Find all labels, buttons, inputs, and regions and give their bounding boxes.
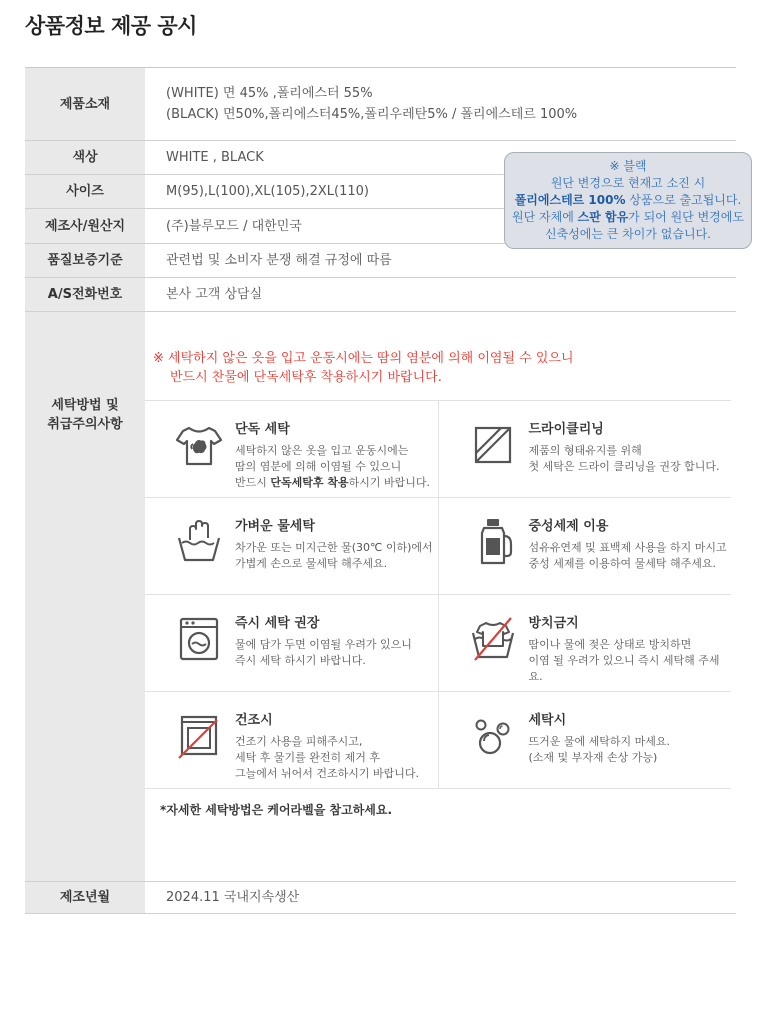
no-soaking-icon bbox=[467, 613, 519, 665]
care-item-title: 즉시 세탁 권장 bbox=[235, 616, 320, 631]
material-value bbox=[145, 68, 736, 140]
notice-line-3: 폴리에스테르 100% 상품으로 출고됩니다. bbox=[514, 193, 742, 207]
care-label-line-1: 세탁방법 및 bbox=[51, 398, 119, 413]
care-item-title: 중성세제 이용 bbox=[528, 519, 609, 534]
care-item-no-soaking bbox=[439, 595, 732, 691]
manufacture-label: 제조년월 bbox=[25, 882, 145, 913]
care-item-title: 방치금지 bbox=[528, 616, 579, 631]
care-item-desc: 세탁하지 않은 옷을 입고 운동시에는 bbox=[235, 444, 409, 457]
material-line-1: (WHITE) 면 45% ,폴리에스터 55% bbox=[166, 86, 373, 101]
care-warning bbox=[153, 349, 574, 387]
care-item-title: 가벼운 물세탁 bbox=[235, 519, 315, 534]
care-item-desc: 이염 될 우려가 있으니 즉시 세탁해 주세요. bbox=[528, 654, 720, 683]
material-line-2: (BLACK) 면50%,폴리에스터45%,폴리우레탄5% / 폴리에스테르 100% bbox=[166, 107, 578, 122]
color-value: WHITE , BLACK bbox=[166, 150, 264, 165]
care-item-desc: 세탁 후 물기를 완전히 제거 후 bbox=[235, 751, 380, 764]
care-item-title: 세탁시 bbox=[528, 713, 567, 728]
shirt-icon bbox=[173, 419, 225, 471]
no-dryer-icon bbox=[173, 710, 225, 762]
quality-value: 관련법 및 소비자 분쟁 해결 규정에 따름 bbox=[166, 253, 392, 268]
color-label: 색상 bbox=[25, 141, 145, 174]
care-item-desc: (소재 및 부자재 손상 가능) bbox=[528, 751, 658, 764]
care-item-desc: 그늘에서 뉘어서 건조하시기 바랍니다. bbox=[235, 767, 420, 780]
care-item-desc: 첫 세탁은 드라이 클리닝을 권장 합니다. bbox=[528, 460, 720, 473]
size-label: 사이즈 bbox=[25, 175, 145, 208]
care-item-desc: 건조기 사용을 피해주시고, bbox=[235, 735, 363, 748]
manufacture-value: 2024.11 국내지속생산 bbox=[166, 890, 300, 905]
as-phone-row bbox=[25, 278, 736, 312]
black-fabric-notice bbox=[504, 152, 752, 249]
care-warning-line-2: 반드시 찬물에 단독세탁후 착용하시기 바랍니다. bbox=[170, 370, 442, 385]
care-item-desc: 가볍게 손으로 물세탁 해주세요. bbox=[235, 557, 388, 570]
care-instructions-grid bbox=[145, 400, 731, 789]
notice-line-2: 원단 변경으로 현재고 소진 시 bbox=[550, 176, 706, 190]
page-title: 상품정보 제공 공시 bbox=[25, 14, 197, 38]
care-grid-row bbox=[145, 595, 731, 692]
care-item-desc: 차가운 또는 미지근한 물(30℃ 이하)에서 bbox=[235, 541, 433, 554]
dry-cleaning-icon bbox=[467, 419, 519, 471]
manufacture-row bbox=[25, 882, 736, 914]
care-content bbox=[145, 312, 736, 881]
maker-label: 제조사/원산지 bbox=[25, 209, 145, 243]
care-item-desc: 반드시 단독세탁후 착용하시기 바랍니다. bbox=[235, 476, 430, 489]
care-item-desc: 중성 세제를 이용하여 물세탁 해주세요. bbox=[528, 557, 716, 570]
care-grid-row bbox=[145, 692, 731, 789]
care-item-desc: 즉시 세탁 하시기 바랍니다. bbox=[235, 654, 366, 667]
care-item-desc: 제품의 형태유지를 위해 bbox=[528, 444, 642, 457]
care-row bbox=[25, 312, 736, 882]
care-item-hand-wash bbox=[145, 498, 439, 594]
detergent-icon bbox=[467, 516, 519, 568]
care-item-desc: 뜨거운 물에 세탁하지 마세요. bbox=[528, 735, 670, 748]
care-item-desc: 섬유유연제 및 표백제 사용을 하지 마시고 bbox=[528, 541, 727, 554]
notice-line-4: 원단 자체에 스판 함유가 되어 원단 변경에도 bbox=[512, 210, 744, 224]
washing-machine-icon bbox=[173, 613, 225, 665]
care-label-note: *자세한 세탁방법은 케어라벨을 참고하세요. bbox=[160, 803, 393, 817]
care-item-neutral-detergent bbox=[439, 498, 732, 594]
quality-label: 품질보증기준 bbox=[25, 244, 145, 277]
material-label: 제품소재 bbox=[25, 68, 145, 140]
care-item-dry-cleaning bbox=[439, 401, 732, 497]
care-label-line-2: 취급주의사항 bbox=[47, 417, 123, 432]
care-grid-row bbox=[145, 401, 731, 498]
notice-line-1: ※ 블랙 bbox=[609, 159, 647, 173]
material-row bbox=[25, 68, 736, 141]
care-warning-line-1: ※ 세탁하지 않은 옷을 입고 운동시에는 땀의 염분에 의해 이염될 수 있으니 bbox=[153, 351, 574, 366]
size-value: M(95),L(100),XL(105),2XL(110) bbox=[166, 184, 369, 199]
care-item-title: 단독 세탁 bbox=[235, 422, 290, 437]
as-phone-label: A/S전화번호 bbox=[25, 278, 145, 311]
care-label bbox=[25, 312, 145, 881]
hand-wash-icon bbox=[173, 516, 225, 568]
care-grid-row bbox=[145, 498, 731, 595]
care-item-title: 건조시 bbox=[235, 713, 273, 728]
as-phone-value: 본사 고객 상담실 bbox=[166, 287, 263, 302]
care-item-desc: 땀의 염분에 의해 이염될 수 있으니 bbox=[235, 460, 402, 473]
notice-line-5: 신축성에는 큰 차이가 없습니다. bbox=[545, 227, 711, 241]
maker-value: (주)블루모드 / 대한민국 bbox=[166, 218, 302, 234]
care-item-desc: 물에 담가 두면 이염될 우려가 있으니 bbox=[235, 638, 412, 651]
care-item-separate-wash bbox=[145, 401, 439, 497]
care-item-desc: 땀이나 물에 젖은 상태로 방치하면 bbox=[528, 638, 692, 651]
care-item-immediate-wash bbox=[145, 595, 439, 691]
bubbles-icon bbox=[467, 710, 519, 762]
care-item-washing bbox=[439, 692, 732, 788]
care-item-drying bbox=[145, 692, 439, 788]
care-item-title: 드라이클리닝 bbox=[528, 422, 604, 437]
quality-row bbox=[25, 244, 736, 278]
